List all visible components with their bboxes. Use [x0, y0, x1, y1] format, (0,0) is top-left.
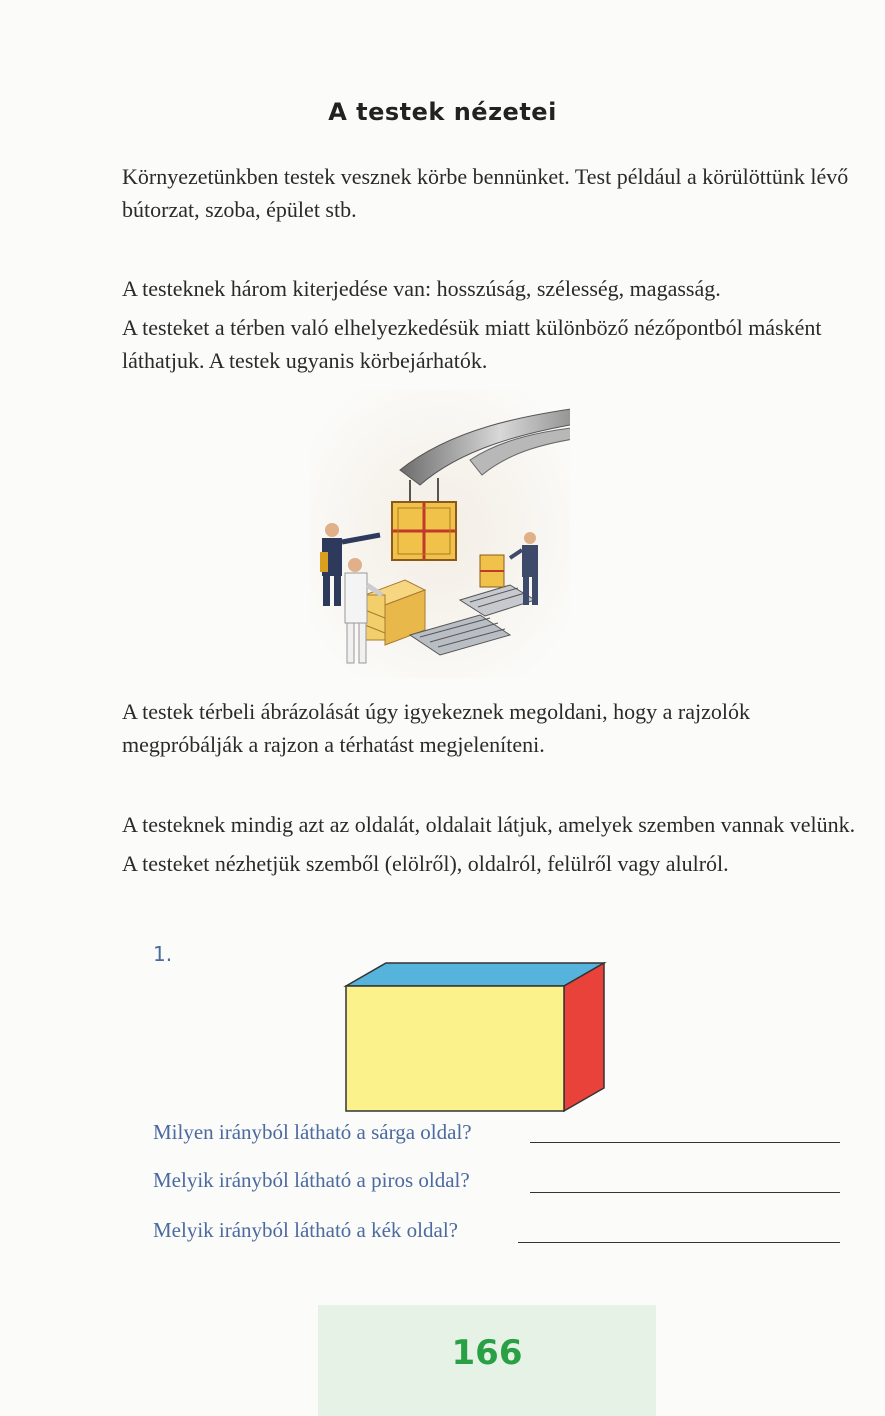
page-footer — [318, 1305, 656, 1416]
page-number: 166 — [451, 1333, 523, 1373]
paragraph-drawing — [122, 695, 857, 761]
paragraph-text: A testeket nézhetjük szemből (elölről), oldalról, felülről vagy alulról. — [122, 851, 729, 876]
paragraph-text: Környezetünkben testek vesznek körbe bennünket. Test például a körülöttünk lévő bútorzat, szoba, épület stb. — [122, 164, 849, 222]
question-red-side: Melyik irányból látható a piros oldal? — [153, 1168, 470, 1192]
paragraph-text: A testeknek három kiterjedése van: hosszúság, szélesség, magasság. — [122, 276, 721, 301]
question-yellow-side: Milyen irányból látható a sárga oldal? — [153, 1120, 472, 1144]
page-title: A testek nézetei — [328, 98, 557, 126]
paragraph-text: A testek térbeli ábrázolását úgy igyekeznek megoldani, hogy a rajzolók megpróbálják a rajzon a térhatást megjeleníteni. — [122, 699, 750, 757]
question-blue-side: Melyik irányból látható a kék oldal? — [153, 1218, 458, 1242]
cuboid-top-face — [346, 963, 604, 986]
factory-illustration — [310, 390, 570, 678]
answer-line-blue[interactable] — [518, 1242, 840, 1243]
paragraph-intro — [122, 160, 857, 226]
paragraph-dimensions — [122, 272, 857, 377]
cuboid-side-face — [564, 963, 604, 1111]
paragraph-text: A testeknek mindig azt az oldalát, oldalait látjuk, amelyek szemben vannak velünk. — [122, 812, 856, 837]
paragraph-views — [122, 808, 857, 880]
cuboid-figure — [340, 960, 610, 1120]
cuboid-front-face — [346, 986, 564, 1111]
answer-line-yellow[interactable] — [530, 1142, 840, 1143]
answer-line-red[interactable] — [530, 1192, 840, 1193]
exercise-number: 1. — [153, 942, 173, 966]
paragraph-text: A testeket a térben való elhelyezkedésük miatt különböző nézőpontból másként láthatjuk. A testek ugyanis körbejárhatók. — [122, 315, 822, 373]
